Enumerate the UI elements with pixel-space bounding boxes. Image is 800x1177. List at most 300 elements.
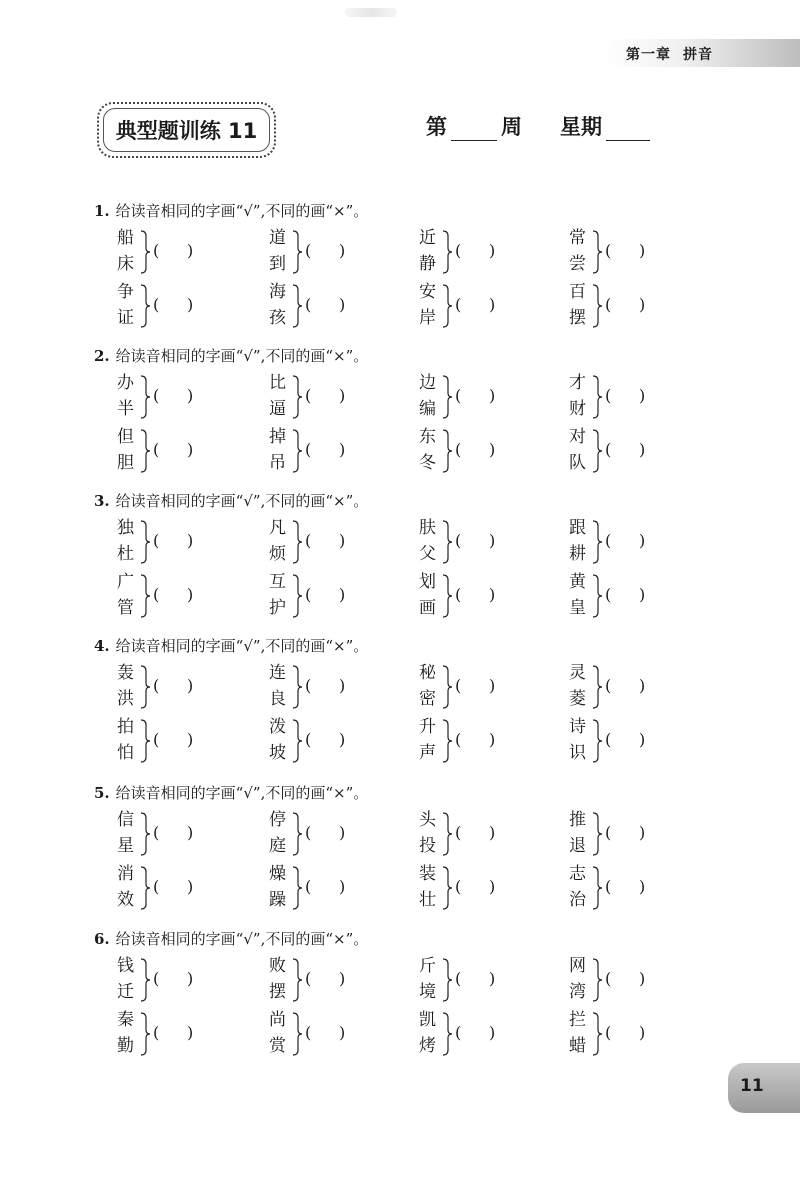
answer-slot[interactable] <box>463 238 487 264</box>
answer-paren-open: ( <box>153 730 160 749</box>
answer-paren-close: ) <box>639 386 646 405</box>
question-number: 3. <box>94 492 110 510</box>
question-header <box>94 200 368 221</box>
answer-paren-open: ( <box>605 440 612 459</box>
answer-paren-open: ( <box>305 440 312 459</box>
answer-paren-close: ) <box>639 585 646 604</box>
pair-char-top: 志 <box>569 864 586 884</box>
answer-slot[interactable] <box>463 437 487 463</box>
char-pair <box>397 280 507 332</box>
answer-slot[interactable] <box>161 727 185 753</box>
char-pair <box>247 371 357 423</box>
pair-char-bottom: 良 <box>269 689 286 709</box>
answer-paren-close: ) <box>339 969 346 988</box>
answer-paren-close: ) <box>187 969 194 988</box>
answer-slot[interactable] <box>161 1020 185 1046</box>
answer-slot[interactable] <box>463 528 487 554</box>
answer-paren-open: ( <box>153 440 160 459</box>
pair-char-top: 败 <box>269 956 286 976</box>
answer-slot[interactable] <box>313 966 337 992</box>
right-brace-icon <box>139 520 151 564</box>
answer-slot[interactable] <box>161 437 185 463</box>
char-pair <box>247 425 357 477</box>
section-name: 拼音 <box>683 47 713 63</box>
pair-char-bottom: 治 <box>569 890 586 910</box>
answer-slot[interactable] <box>463 966 487 992</box>
answer-paren-open: ( <box>153 585 160 604</box>
answer-slot[interactable] <box>613 437 637 463</box>
scan-mark <box>345 8 397 17</box>
answer-paren-open: ( <box>153 877 160 896</box>
answer-paren-open: ( <box>455 241 462 260</box>
right-brace-icon <box>139 1012 151 1056</box>
answer-slot[interactable] <box>613 238 637 264</box>
answer-paren-open: ( <box>153 386 160 405</box>
question-number: 5. <box>94 784 110 802</box>
answer-paren-close: ) <box>489 823 496 842</box>
pair-char-top: 安 <box>419 282 436 302</box>
question-instruction: 给读音相同的字画“√”,不同的画“×”。 <box>115 784 369 802</box>
pair-char-bottom: 半 <box>117 399 134 419</box>
right-brace-icon <box>291 230 303 274</box>
right-brace-icon <box>591 520 603 564</box>
answer-paren-close: ) <box>187 823 194 842</box>
pair-char-bottom: 证 <box>117 308 134 328</box>
answer-slot[interactable] <box>313 820 337 846</box>
answer-paren-open: ( <box>605 823 612 842</box>
answer-slot[interactable] <box>613 292 637 318</box>
right-brace-icon <box>591 429 603 473</box>
pair-char-bottom: 坡 <box>269 743 286 763</box>
pair-char-bottom: 管 <box>117 598 134 618</box>
answer-paren-close: ) <box>187 585 194 604</box>
right-brace-icon <box>291 866 303 910</box>
answer-paren-close: ) <box>187 440 194 459</box>
page-title: 典型题训练 11 <box>115 119 258 143</box>
pair-char-top: 尚 <box>269 1010 286 1030</box>
question-instruction: 给读音相同的字画“√”,不同的画“×”。 <box>115 347 369 365</box>
right-brace-icon <box>139 375 151 419</box>
answer-paren-open: ( <box>605 295 612 314</box>
pair-char-bottom: 床 <box>117 254 134 274</box>
answer-paren-close: ) <box>639 440 646 459</box>
answer-slot[interactable] <box>463 727 487 753</box>
pair-char-top: 推 <box>569 810 586 830</box>
right-brace-icon <box>591 866 603 910</box>
pair-char-bottom: 星 <box>117 836 134 856</box>
pair-char-top: 信 <box>117 810 134 830</box>
pair-char-bottom: 编 <box>419 399 436 419</box>
answer-paren-open: ( <box>455 877 462 896</box>
answer-paren-open: ( <box>153 969 160 988</box>
answer-slot[interactable] <box>613 820 637 846</box>
char-pair <box>397 570 507 622</box>
right-brace-icon <box>139 866 151 910</box>
question-instruction: 给读音相同的字画“√”,不同的画“×”。 <box>115 492 369 510</box>
answer-paren-open: ( <box>153 531 160 550</box>
char-pair <box>95 661 205 713</box>
answer-paren-close: ) <box>187 877 194 896</box>
char-pair <box>95 516 205 568</box>
pair-char-top: 头 <box>419 810 436 830</box>
answer-slot[interactable] <box>161 673 185 699</box>
right-brace-icon <box>291 375 303 419</box>
pair-char-top: 办 <box>117 373 134 393</box>
answer-paren-close: ) <box>339 241 346 260</box>
pair-char-top: 钱 <box>117 956 134 976</box>
right-brace-icon <box>441 574 453 618</box>
char-pair <box>247 862 357 914</box>
pair-char-top: 跟 <box>569 518 586 538</box>
answer-slot[interactable] <box>463 673 487 699</box>
question-instruction: 给读音相同的字画“√”,不同的画“×”。 <box>115 202 369 220</box>
answer-paren-open: ( <box>455 823 462 842</box>
right-brace-icon <box>291 574 303 618</box>
char-pair <box>547 1008 657 1060</box>
weekday-blank[interactable] <box>606 114 650 141</box>
page-number-tab <box>728 1063 800 1113</box>
char-pair <box>95 226 205 278</box>
answer-paren-close: ) <box>339 877 346 896</box>
pair-char-bottom: 耕 <box>569 544 586 564</box>
pair-char-bottom: 壮 <box>419 890 436 910</box>
answer-paren-close: ) <box>187 676 194 695</box>
question-number: 2. <box>94 347 110 365</box>
answer-slot[interactable] <box>613 528 637 554</box>
answer-paren-close: ) <box>339 585 346 604</box>
answer-paren-open: ( <box>605 676 612 695</box>
char-pair <box>547 954 657 1006</box>
answer-paren-close: ) <box>489 1023 496 1042</box>
right-brace-icon <box>139 574 151 618</box>
answer-slot[interactable] <box>313 727 337 753</box>
answer-paren-close: ) <box>339 730 346 749</box>
week-field <box>426 111 522 141</box>
pair-char-top: 争 <box>117 282 134 302</box>
answer-slot[interactable] <box>161 874 185 900</box>
pair-char-top: 连 <box>269 663 286 683</box>
right-brace-icon <box>441 284 453 328</box>
pair-char-bottom: 密 <box>419 689 436 709</box>
answer-slot[interactable] <box>463 874 487 900</box>
answer-paren-close: ) <box>489 440 496 459</box>
char-pair <box>397 862 507 914</box>
chapter-label <box>626 44 725 64</box>
char-pair <box>247 226 357 278</box>
char-pair <box>247 715 357 767</box>
answer-paren-close: ) <box>339 386 346 405</box>
char-pair <box>397 661 507 713</box>
char-pair <box>247 808 357 860</box>
answer-paren-open: ( <box>605 877 612 896</box>
answer-slot[interactable] <box>613 383 637 409</box>
answer-paren-open: ( <box>153 823 160 842</box>
question-instruction: 给读音相同的字画“√”,不同的画“×”。 <box>115 930 369 948</box>
answer-slot[interactable] <box>463 820 487 846</box>
pair-char-bottom: 湾 <box>569 982 586 1002</box>
answer-paren-open: ( <box>455 730 462 749</box>
pair-char-bottom: 迁 <box>117 982 134 1002</box>
answer-paren-open: ( <box>605 241 612 260</box>
answer-slot[interactable] <box>613 874 637 900</box>
pair-char-top: 消 <box>117 864 134 884</box>
answer-paren-close: ) <box>639 531 646 550</box>
pair-char-top: 东 <box>419 427 436 447</box>
answer-slot[interactable] <box>161 820 185 846</box>
pair-char-bottom: 静 <box>419 254 436 274</box>
answer-paren-open: ( <box>455 1023 462 1042</box>
answer-paren-close: ) <box>639 969 646 988</box>
answer-paren-close: ) <box>489 585 496 604</box>
answer-slot[interactable] <box>613 582 637 608</box>
pair-char-bottom: 冬 <box>419 453 436 473</box>
answer-paren-close: ) <box>489 295 496 314</box>
answer-slot[interactable] <box>613 1020 637 1046</box>
pair-char-bottom: 杜 <box>117 544 134 564</box>
pair-char-top: 装 <box>419 864 436 884</box>
char-pair <box>95 371 205 423</box>
answer-slot[interactable] <box>313 582 337 608</box>
pair-char-bottom: 勤 <box>117 1036 134 1056</box>
answer-slot[interactable] <box>313 292 337 318</box>
char-pair <box>247 954 357 1006</box>
pair-char-bottom: 效 <box>117 890 134 910</box>
answer-slot[interactable] <box>313 437 337 463</box>
pair-char-top: 广 <box>117 572 134 592</box>
pair-char-bottom: 队 <box>569 453 586 473</box>
right-brace-icon <box>591 574 603 618</box>
answer-paren-open: ( <box>455 585 462 604</box>
answer-paren-close: ) <box>639 241 646 260</box>
char-pair <box>547 862 657 914</box>
answer-slot[interactable] <box>463 582 487 608</box>
pair-char-top: 独 <box>117 518 134 538</box>
question-number: 1. <box>94 202 110 220</box>
pair-char-bottom: 赏 <box>269 1036 286 1056</box>
answer-paren-open: ( <box>605 730 612 749</box>
pair-char-top: 燥 <box>269 864 286 884</box>
char-pair <box>397 954 507 1006</box>
pair-char-top: 比 <box>269 373 286 393</box>
right-brace-icon <box>139 812 151 856</box>
right-brace-icon <box>591 230 603 274</box>
answer-slot[interactable] <box>613 727 637 753</box>
answer-paren-close: ) <box>187 531 194 550</box>
pair-char-bottom: 退 <box>569 836 586 856</box>
week-di-label: 第 <box>426 114 447 139</box>
pair-char-bottom: 识 <box>569 743 586 763</box>
pair-char-bottom: 烤 <box>419 1036 436 1056</box>
answer-paren-close: ) <box>489 531 496 550</box>
answer-paren-close: ) <box>339 440 346 459</box>
answer-slot[interactable] <box>161 582 185 608</box>
pair-char-top: 互 <box>269 572 286 592</box>
right-brace-icon <box>291 429 303 473</box>
pair-char-top: 掉 <box>269 427 286 447</box>
answer-paren-open: ( <box>455 676 462 695</box>
answer-slot[interactable] <box>313 673 337 699</box>
right-brace-icon <box>291 520 303 564</box>
pair-char-bottom: 投 <box>419 836 436 856</box>
answer-slot[interactable] <box>161 966 185 992</box>
char-pair <box>247 1008 357 1060</box>
right-brace-icon <box>441 866 453 910</box>
answer-paren-close: ) <box>639 823 646 842</box>
answer-slot[interactable] <box>161 383 185 409</box>
answer-paren-close: ) <box>489 969 496 988</box>
right-brace-icon <box>441 429 453 473</box>
answer-slot[interactable] <box>313 528 337 554</box>
answer-slot[interactable] <box>313 238 337 264</box>
pair-char-bottom: 逼 <box>269 399 286 419</box>
title-box-inner <box>103 108 270 152</box>
right-brace-icon <box>139 429 151 473</box>
answer-paren-open: ( <box>305 676 312 695</box>
question-header <box>94 635 368 656</box>
answer-paren-close: ) <box>639 295 646 314</box>
answer-paren-close: ) <box>187 386 194 405</box>
answer-paren-close: ) <box>639 676 646 695</box>
right-brace-icon <box>139 719 151 763</box>
char-pair <box>397 715 507 767</box>
pair-char-bottom: 蜡 <box>569 1036 586 1056</box>
question-header <box>94 490 368 511</box>
char-pair <box>547 425 657 477</box>
char-pair <box>397 371 507 423</box>
char-pair <box>95 862 205 914</box>
answer-paren-open: ( <box>305 730 312 749</box>
right-brace-icon <box>591 1012 603 1056</box>
pair-char-top: 斤 <box>419 956 436 976</box>
question-number: 4. <box>94 637 110 655</box>
answer-paren-close: ) <box>489 241 496 260</box>
right-brace-icon <box>441 719 453 763</box>
answer-slot[interactable] <box>463 292 487 318</box>
answer-paren-open: ( <box>455 440 462 459</box>
char-pair <box>547 570 657 622</box>
pair-char-top: 秘 <box>419 663 436 683</box>
char-pair <box>95 1008 205 1060</box>
pair-char-top: 近 <box>419 228 436 248</box>
pair-char-top: 泼 <box>269 717 286 737</box>
answer-slot[interactable] <box>313 383 337 409</box>
answer-paren-open: ( <box>305 295 312 314</box>
answer-paren-open: ( <box>305 823 312 842</box>
right-brace-icon <box>139 230 151 274</box>
answer-slot[interactable] <box>161 528 185 554</box>
char-pair <box>95 425 205 477</box>
answer-slot[interactable] <box>161 292 185 318</box>
pair-char-bottom: 孩 <box>269 308 286 328</box>
answer-paren-close: ) <box>639 1023 646 1042</box>
answer-slot[interactable] <box>463 1020 487 1046</box>
char-pair <box>247 570 357 622</box>
answer-paren-close: ) <box>187 1023 194 1042</box>
pair-char-bottom: 境 <box>419 982 436 1002</box>
char-pair <box>547 371 657 423</box>
answer-paren-close: ) <box>639 877 646 896</box>
right-brace-icon <box>441 665 453 709</box>
pair-char-bottom: 到 <box>269 254 286 274</box>
question-instruction: 给读音相同的字画“√”,不同的画“×”。 <box>115 637 369 655</box>
question-header <box>94 782 368 803</box>
answer-slot[interactable] <box>313 874 337 900</box>
answer-paren-open: ( <box>605 1023 612 1042</box>
page-number: 11 <box>740 1076 764 1096</box>
pair-char-bottom: 躁 <box>269 890 286 910</box>
answer-paren-close: ) <box>489 386 496 405</box>
answer-paren-close: ) <box>187 730 194 749</box>
right-brace-icon <box>291 719 303 763</box>
pair-char-bottom: 皇 <box>569 598 586 618</box>
pair-char-bottom: 声 <box>419 743 436 763</box>
answer-paren-close: ) <box>489 730 496 749</box>
right-brace-icon <box>591 812 603 856</box>
pair-char-bottom: 胆 <box>117 453 134 473</box>
char-pair <box>547 808 657 860</box>
pair-char-bottom: 护 <box>269 598 286 618</box>
right-brace-icon <box>291 284 303 328</box>
weekday-label: 星期 <box>560 114 602 139</box>
answer-slot[interactable] <box>161 238 185 264</box>
right-brace-icon <box>139 958 151 1002</box>
answer-paren-open: ( <box>305 531 312 550</box>
question-header <box>94 345 368 366</box>
pair-char-top: 划 <box>419 572 436 592</box>
answer-slot[interactable] <box>313 1020 337 1046</box>
answer-paren-close: ) <box>187 295 194 314</box>
right-brace-icon <box>441 230 453 274</box>
pair-char-top: 百 <box>569 282 586 302</box>
char-pair <box>547 226 657 278</box>
answer-paren-close: ) <box>339 823 346 842</box>
right-brace-icon <box>591 958 603 1002</box>
pair-char-bottom: 尝 <box>569 254 586 274</box>
char-pair <box>95 570 205 622</box>
pair-char-top: 凡 <box>269 518 286 538</box>
answer-paren-open: ( <box>455 386 462 405</box>
pair-char-bottom: 画 <box>419 598 436 618</box>
char-pair <box>95 280 205 332</box>
answer-slot[interactable] <box>463 383 487 409</box>
char-pair <box>95 954 205 1006</box>
pair-char-bottom: 摆 <box>569 308 586 328</box>
answer-paren-open: ( <box>455 969 462 988</box>
char-pair <box>397 1008 507 1060</box>
answer-paren-open: ( <box>305 241 312 260</box>
right-brace-icon <box>291 812 303 856</box>
pair-char-bottom: 庭 <box>269 836 286 856</box>
pair-char-top: 凯 <box>419 1010 436 1030</box>
answer-slot[interactable] <box>613 673 637 699</box>
week-zhou-label: 周 <box>501 114 522 139</box>
char-pair <box>95 715 205 767</box>
answer-slot[interactable] <box>613 966 637 992</box>
char-pair <box>547 715 657 767</box>
chapter-name: 第一章 <box>626 47 671 63</box>
right-brace-icon <box>139 665 151 709</box>
pair-char-top: 拦 <box>569 1010 586 1030</box>
week-number-blank[interactable] <box>451 114 497 141</box>
pair-char-top: 秦 <box>117 1010 134 1030</box>
pair-char-top: 黄 <box>569 572 586 592</box>
right-brace-icon <box>441 1012 453 1056</box>
right-brace-icon <box>291 1012 303 1056</box>
answer-paren-close: ) <box>639 730 646 749</box>
char-pair <box>547 516 657 568</box>
answer-paren-open: ( <box>605 969 612 988</box>
char-pair <box>397 808 507 860</box>
